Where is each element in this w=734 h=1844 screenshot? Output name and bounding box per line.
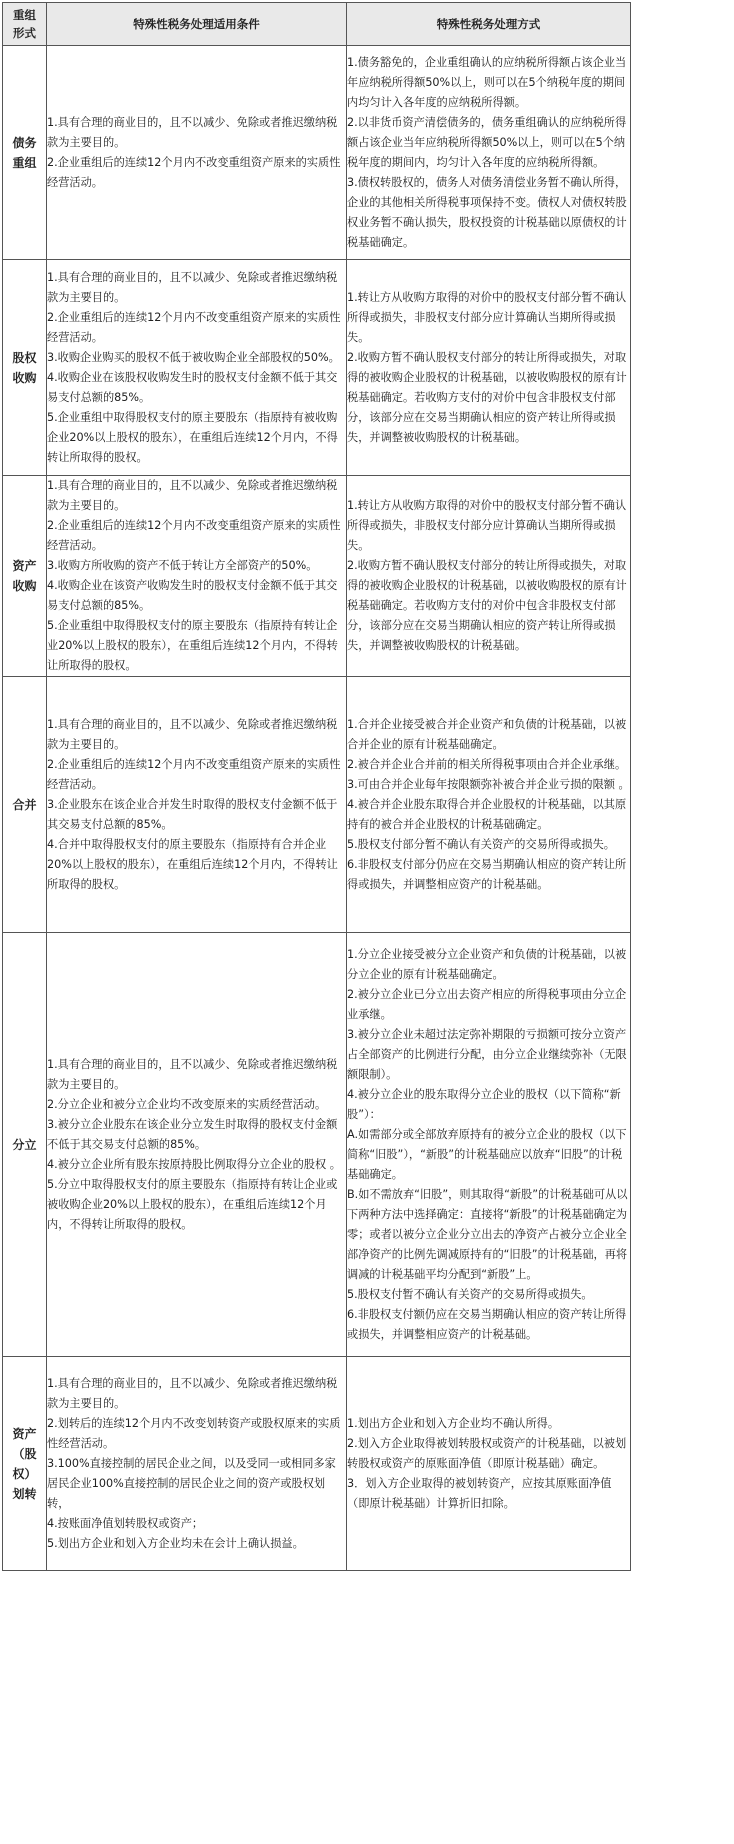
treatment-item: 3.债权转股权的，债务人对债务清偿业务暂不确认所得，企业的其他相关所得税事项保持不变。债权人对债权转股权业务暂不确认损失，股权投资的计税基础以原债权的计税基础确定。 — [347, 175, 627, 249]
condition-item: 5.分立中取得股权支付的原主要股东（指原持有转让企业或被收购企业20%以上股权的股东），在重组后连续12个月内，不得转让所取得的股权。 — [47, 1177, 338, 1231]
condition-item: 4.收购企业在该股权收购发生时的股权支付金额不低于其交易支付总额的85%。 — [47, 370, 338, 404]
treatment-item: 5.股权支付暂不确认有关资产的交易所得或损失。 — [347, 1287, 593, 1301]
table-row-merger — [3, 677, 631, 933]
table-row-debt-restructuring — [3, 46, 631, 260]
treatment-item: 4.被分立企业的股东取得分立企业的股权（以下简称“新股”）： — [347, 1087, 621, 1121]
treatment-item: 1.合并企业接受被合并企业资产和负债的计税基础，以被合并企业的原有计税基础确定。 — [347, 717, 627, 751]
condition-item: 3.收购企业购买的股权不低于被收购企业全部股权的50%。 — [47, 350, 340, 364]
treatment-item: 2.被合并企业合并前的相关所得税事项由合并企业承继。 — [347, 757, 627, 771]
row-conditions — [47, 260, 347, 476]
row-conditions — [47, 933, 347, 1357]
treatment-item: 5.股权支付部分暂不确认有关资产的交易所得或损失。 — [347, 837, 615, 851]
row-type: 债务 重组 — [3, 46, 47, 260]
treatment-item: 3.可由合并企业每年按限额弥补被合并企业亏损的限额 。 — [347, 777, 630, 791]
table-row-equity-acquisition — [3, 260, 631, 476]
condition-item: 1.具有合理的商业目的，且不以减少、免除或者推迟缴纳税款为主要目的。 — [47, 1376, 338, 1410]
table-row-division — [3, 933, 631, 1357]
row-treatment — [347, 260, 631, 476]
row-treatment — [347, 1357, 631, 1571]
row-type: 合并 — [3, 677, 47, 933]
treatment-item: B.如不需放弃“旧股”，则其取得“新股”的计税基础可从以下两种方法中选择确定：直接将“新股”的计税基础确定为零；或者以被分立企业分立出去的净资产占被分立企业全部净资产的比例先调减原持有的“旧股”的计税基础，再将调减的计税基础平均分配到“新股”上。 — [347, 1187, 628, 1281]
condition-item: 4.按账面净值划转股权或资产； — [47, 1516, 204, 1530]
row-treatment — [347, 46, 631, 260]
treatment-item: 3．划入方企业取得的被划转资产，应按其原账面净值（即原计税基础）计算折旧扣除。 — [347, 1476, 612, 1510]
row-conditions — [47, 46, 347, 260]
row-treatment — [347, 476, 631, 677]
treatment-item: 1.债务豁免的，企业重组确认的应纳税所得额占该企业当年应纳税所得额50%以上，则可以在5个纳税年度的期间内均匀计入各年度的应纳税所得额。 — [347, 55, 627, 109]
row-conditions — [47, 476, 347, 677]
treatment-item: 1.转让方从收购方取得的对价中的股权支付部分暂不确认所得或损失，非股权支付部分应计算确认当期所得或损失。 — [347, 290, 627, 344]
treatment-item: 3.被分立企业未超过法定弥补期限的亏损额可按分立资产占全部资产的比例进行分配，由分立企业继续弥补（无限额限制）。 — [347, 1027, 627, 1081]
treatment-item: A.如需部分或全部放弃原持有的被分立企业的股权（以下简称“旧股”），“新股”的计税基础应以放弃“旧股”的计税基础确定。 — [347, 1127, 627, 1181]
row-type: 资产 收购 — [3, 476, 47, 677]
header-row — [3, 3, 631, 46]
condition-item: 5.划出方企业和划入方企业均未在会计上确认损益。 — [47, 1536, 304, 1550]
header-type: 重组 形式 — [3, 3, 47, 46]
condition-item: 3.被分立企业股东在该企业分立发生时取得的股权支付金额不低于其交易支付总额的85%。 — [47, 1117, 338, 1151]
condition-item: 4.收购企业在该资产收购发生时的股权支付金额不低于其交易支付总额的85%。 — [47, 579, 338, 612]
condition-item: 2.企业重组后的连续12个月内不改变重组资产原来的实质性经营活动。 — [47, 519, 341, 552]
condition-item: 1.具有合理的商业目的，且不以减少、免除或者推迟缴纳税款为主要目的。 — [47, 479, 338, 512]
condition-item: 2.企业重组后的连续12个月内不改变重组资产原来的实质性经营活动。 — [47, 310, 341, 344]
treatment-item: 2.被分立企业已分立出去资产相应的所得税事项由分立企业承继。 — [347, 987, 627, 1021]
condition-item: 3.企业股东在该企业合并发生时取得的股权支付金额不低于其交易支付总额的85%。 — [47, 797, 338, 831]
treatment-item: 1.转让方从收购方取得的对价中的股权支付部分暂不确认所得或损失，非股权支付部分应计算确认当期所得或损失。 — [347, 499, 627, 552]
row-type: 股权 收购 — [3, 260, 47, 476]
condition-item: 1.具有合理的商业目的，且不以减少、免除或者推迟缴纳税款为主要目的。 — [47, 717, 338, 751]
header-treatment: 特殊性税务处理方式 — [347, 3, 631, 46]
treatment-item: 2.划入方企业取得被划转股权或资产的计税基础，以被划转股权或资产的原账面净值（即原计税基础）确定。 — [347, 1436, 627, 1470]
table-row-asset-transfer — [3, 1357, 631, 1571]
condition-item: 5.企业重组中取得股权支付的原主要股东（指原持有被收购企业20%以上股权的股东），在重组后连续12个月内，不得转让所取得的股权。 — [47, 410, 338, 464]
row-treatment — [347, 677, 631, 933]
treatment-item: 1.划出方企业和划入方企业均不确认所得。 — [347, 1416, 560, 1430]
condition-item: 3.100%直接控制的居民企业之间，以及受同一或相同多家居民企业100%直接控制的居民企业之间的资产或股权划转， — [47, 1456, 336, 1510]
condition-item: 2.企业重组后的连续12个月内不改变重组资产原来的实质性经营活动。 — [47, 757, 341, 791]
treatment-item: 2.以非货币资产清偿债务的，债务重组确认的应纳税所得额占该企业当年应纳税所得额50%以上，则可以在5个纳税年度的期间内，均匀计入各年度的应纳税所得额。 — [347, 115, 627, 169]
condition-item: 1.具有合理的商业目的，且不以减少、免除或者推迟缴纳税款为主要目的。 — [47, 270, 338, 304]
condition-item: 1.具有合理的商业目的，且不以减少、免除或者推迟缴纳税款为主要目的。 — [47, 1057, 338, 1091]
treatment-item: 2.收购方暂不确认股权支付部分的转让所得或损失，对取得的被收购企业股权的计税基础，以被收购股权的原有计税基础确定。若收购方支付的对价中包含非股权支付部分，该部分应在交易当期确认相应的资产转让所得或损失，并调整被收购股权的计税基础。 — [347, 559, 627, 652]
treatment-item: 4.被合并企业股东取得合并企业股权的计税基础，以其原持有的被合并企业股权的计税基础确定。 — [347, 797, 627, 831]
treatment-item: 2.收购方暂不确认股权支付部分的转让所得或损失，对取得的被收购企业股权的计税基础，以被收购股权的原有计税基础确定。若收购方支付的对价中包含非股权支付部分，该部分应在交易当期确认相应的资产转让所得或损失，并调整被收购股权的计税基础。 — [347, 350, 627, 444]
table-row-asset-acquisition — [3, 476, 631, 677]
condition-item: 5.企业重组中取得股权支付的原主要股东（指原持有转让企业20%以上股权的股东），在重组后连续12个月内，不得转让所取得的股权。 — [47, 619, 338, 672]
condition-item: 2.企业重组后的连续12个月内不改变重组资产原来的实质性经营活动。 — [47, 155, 341, 189]
row-conditions — [47, 677, 347, 933]
row-type: 资产 （股 权） 划转 — [3, 1357, 47, 1571]
header-conditions: 特殊性税务处理适用条件 — [47, 3, 347, 46]
condition-item: 4.被分立企业所有股东按原持股比例取得分立企业的股权 。 — [47, 1157, 341, 1171]
condition-item: 3.收购方所收购的资产不低于转让方全部资产的50%。 — [47, 559, 318, 572]
condition-item: 1.具有合理的商业目的，且不以减少、免除或者推迟缴纳税款为主要目的。 — [47, 115, 338, 149]
condition-item: 2.分立企业和被分立企业均不改变原来的实质经营活动。 — [47, 1097, 327, 1111]
row-conditions — [47, 1357, 347, 1571]
treatment-item: 1.分立企业接受被分立企业资产和负债的计税基础，以被分立企业的原有计税基础确定。 — [347, 947, 627, 981]
row-type: 分立 — [3, 933, 47, 1357]
tax-treatment-table — [2, 2, 631, 1571]
condition-item: 4.合并中取得股权支付的原主要股东（指原持有合并企业20%以上股权的股东），在重组后连续12个月内，不得转让所取得的股权。 — [47, 837, 338, 891]
treatment-item: 6.非股权支付额仍应在交易当期确认相应的资产转让所得或损失，并调整相应资产的计税基础。 — [347, 1307, 627, 1341]
treatment-item: 6.非股权支付部分仍应在交易当期确认相应的资产转让所得或损失，并调整相应资产的计税基础。 — [347, 857, 627, 891]
row-treatment — [347, 933, 631, 1357]
condition-item: 2.划转后的连续12个月内不改变划转资产或股权原来的实质性经营活动。 — [47, 1416, 341, 1450]
